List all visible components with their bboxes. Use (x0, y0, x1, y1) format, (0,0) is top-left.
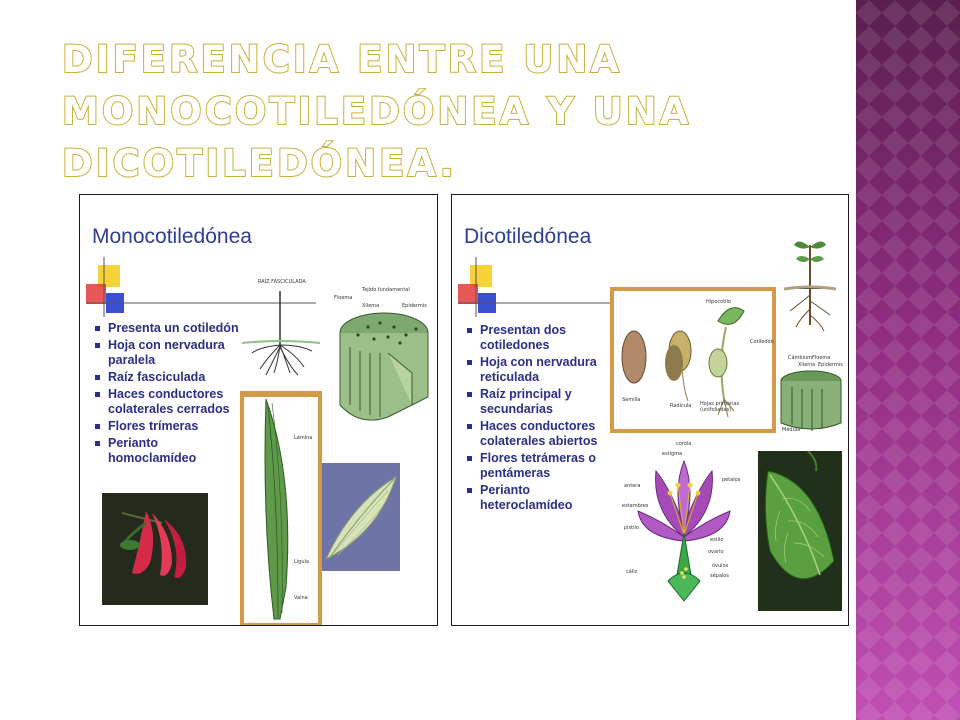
list-item: Flores tetrámeras o pentámeras (464, 451, 614, 481)
sepals-label: sépalos (710, 573, 729, 579)
hypocotyl-label: Hipocotilo (706, 299, 731, 305)
sheath-label: Vaina (294, 595, 308, 601)
seed-label: Semilla (622, 397, 641, 403)
list-item: Hoja con nervadura paralela (92, 338, 242, 368)
list-item: Perianto heteroclamídeo (464, 483, 614, 513)
dicot-stem-section-illustration (778, 353, 844, 435)
stamens-label: estambres (622, 503, 649, 509)
reticulate-leaf-photo (758, 451, 842, 611)
ovary-label: ovario (708, 549, 724, 555)
list-item: Haces conductores colaterales cerrados (92, 387, 242, 417)
list-item: Perianto homoclamídeo (92, 436, 242, 466)
red-flower-photo (102, 493, 208, 605)
monocot-bullet-list (92, 321, 242, 468)
grass-leaf-illustration (240, 391, 322, 625)
list-item: Flores trímeras (92, 419, 242, 434)
calyx-label: cáliz (626, 569, 638, 575)
pistil-label: pistilo (624, 525, 639, 531)
tissue-label: Tejido fundamental (362, 287, 410, 293)
blade-label: Lámina (294, 435, 313, 441)
corolla-label: corola (676, 441, 692, 447)
medula-label: Médula (782, 427, 801, 433)
dicot-panel (451, 194, 849, 626)
monocot-stem-section-illustration (328, 287, 434, 437)
list-item: Raíz fasciculada (92, 370, 242, 385)
cambium-label: Cámbium (788, 355, 813, 361)
dicot-heading: Dicotiledónea (464, 225, 592, 248)
epidermis-label: Epidermis (402, 303, 427, 309)
list-item: Presentan dos cotiledones (464, 323, 614, 353)
dicot-germination-illustration (610, 287, 776, 433)
fibrous-root-illustration (240, 277, 322, 377)
dicot-bullet-list (464, 323, 614, 515)
ligule-label: Lígula (294, 559, 309, 565)
xilema-label: Xilema (798, 362, 816, 368)
style-label: estilo (710, 537, 724, 543)
list-item: Haces conductores colaterales abiertos (464, 419, 614, 449)
phloem-label: Floema (334, 295, 353, 301)
primary-leaves-label: Hojas primarias (unifoliadas) (700, 401, 740, 413)
list-item: Presenta un cotiledón (92, 321, 242, 336)
cotyledon-label: Cotiledón (750, 339, 774, 345)
epidermis-label: Epidermis (818, 362, 843, 368)
petals-label: pétalos (722, 477, 741, 483)
list-item: Raíz principal y secundarias (464, 387, 614, 417)
decorative-side-band (856, 0, 960, 720)
dicot-flower-diagram (622, 441, 748, 609)
slide-title: DIFERENCIA ENTRE UNA MONOCOTILEDÓNEA Y UNA DICOTILEDÓNEA. (62, 38, 692, 185)
list-item: Hoja con nervadura reticulada (464, 355, 614, 385)
monocot-panel (79, 194, 438, 626)
xylem-label: Xilema (362, 303, 380, 309)
ovules-label: óvulos (712, 563, 729, 569)
taproot-seedling-illustration (780, 235, 840, 339)
stigma-label: estigma (662, 451, 683, 457)
monocot-heading: Monocotiledónea (92, 225, 252, 248)
root-label: RAÍZ FASCICULADA (258, 279, 306, 285)
parallel-vein-leaf-photo (322, 463, 400, 571)
anther-label: antera (624, 483, 641, 489)
floema-label: Floema (812, 355, 831, 361)
radicle-label: Radícula (670, 403, 692, 409)
